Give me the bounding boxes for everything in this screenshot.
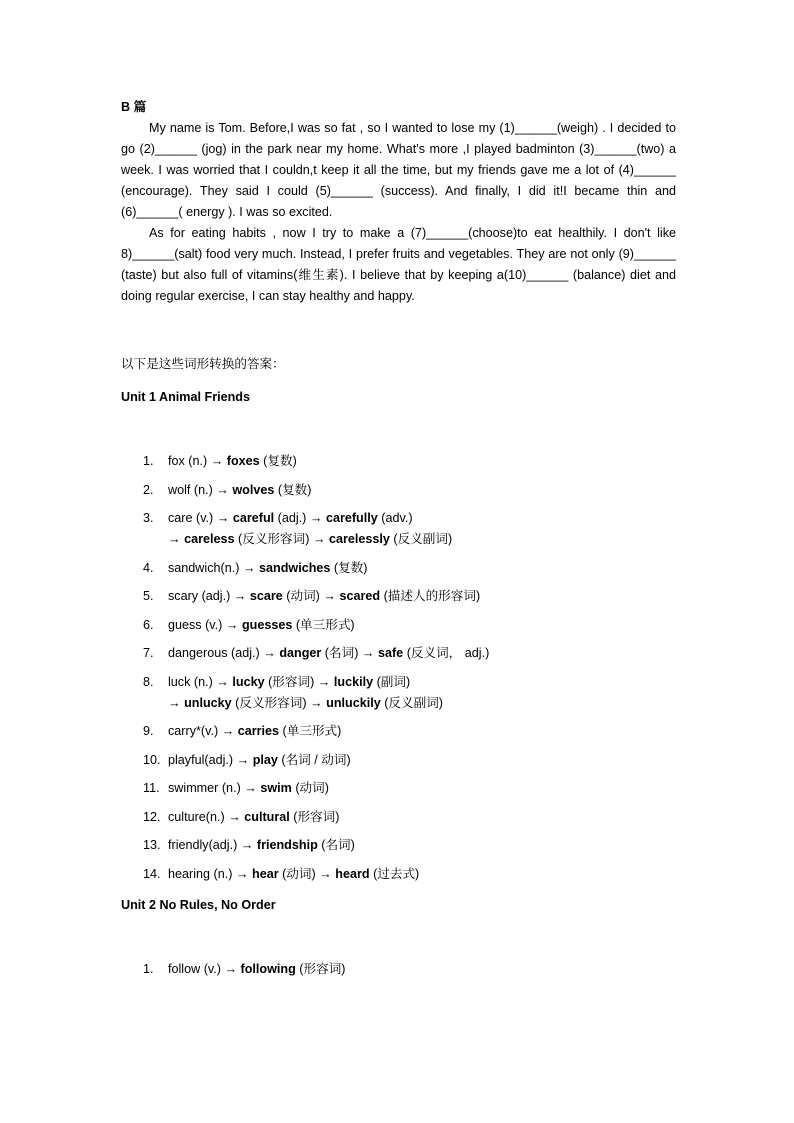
- list-item: [121, 835, 676, 856]
- answer-word: hear: [252, 866, 279, 881]
- answers-intro: 以下是这些词形转换的答案：: [121, 357, 285, 371]
- item-text: sandwich(n.) →: [168, 560, 259, 575]
- list-item: [121, 508, 676, 550]
- item-text: friendly(adj.) →: [168, 838, 257, 852]
- item-text: wolf (n.) →: [168, 482, 233, 497]
- item-text: swimmer (n.) →: [168, 781, 261, 795]
- list-item: [121, 643, 676, 664]
- answer-word: friendship: [256, 838, 318, 852]
- answer-word: play: [252, 752, 278, 767]
- item-line1: [168, 451, 676, 472]
- item-text: dangerous (adj.) →: [168, 646, 280, 660]
- item-text: (复数): [330, 560, 368, 575]
- item-text: care (v.) →: [168, 511, 233, 525]
- item-number: 8.: [143, 674, 154, 689]
- answer-word: following: [240, 961, 296, 976]
- list-item: [121, 750, 676, 771]
- item-line1: [168, 807, 676, 828]
- item-number: 11.: [143, 781, 160, 795]
- item-line1: [168, 586, 676, 607]
- section-heading: B 篇: [121, 100, 147, 114]
- item-text: (复数): [274, 482, 312, 497]
- item-number: 1.: [143, 961, 154, 976]
- answer-word: carefully: [325, 511, 378, 525]
- item-text: (动词): [291, 781, 329, 795]
- unit-1-answer-list: [121, 451, 676, 885]
- item-text: (名词) →: [321, 646, 378, 660]
- list-item: [121, 451, 676, 472]
- answer-word: scared: [339, 589, 381, 603]
- item-text: scary (adj.) →: [168, 589, 250, 603]
- unit-2-answer-list: [121, 959, 676, 980]
- item-line2: [168, 529, 676, 550]
- item-line1: [168, 508, 676, 529]
- item-text: (动词) →: [282, 589, 340, 603]
- unit-1-title: Unit 1 Animal Friends: [121, 390, 250, 404]
- answer-word: careless: [184, 532, 235, 546]
- answer-word: danger: [279, 646, 322, 660]
- item-line1: [168, 959, 676, 980]
- list-item: [121, 721, 676, 742]
- item-text: (名词 / 动词): [277, 752, 351, 767]
- list-item: [121, 864, 676, 885]
- list-item: [121, 959, 676, 980]
- answer-word: heard: [335, 866, 370, 881]
- answer-word: wolves: [232, 482, 275, 497]
- item-text: fox (n.) →: [168, 454, 227, 468]
- item-line1: [168, 835, 676, 856]
- item-text: (反义形容词) →: [231, 695, 327, 710]
- list-item: [121, 558, 676, 579]
- item-text: (形容词): [295, 961, 346, 976]
- answer-word: carries: [237, 724, 280, 738]
- item-text: (adv.): [377, 511, 413, 525]
- item-text: (形容词) →: [264, 674, 334, 689]
- item-text: (副词): [373, 674, 411, 689]
- item-line1: [168, 672, 676, 693]
- item-number: 2.: [143, 482, 154, 497]
- item-number: 9.: [143, 724, 154, 738]
- item-text: (反义副词): [380, 695, 443, 710]
- item-text: →: [168, 695, 185, 710]
- answer-word: lucky: [232, 674, 265, 689]
- item-line1: [168, 558, 676, 579]
- item-number: 10.: [143, 752, 161, 767]
- passage-paragraph-1: My name is Tom. Before,I was so fat , so I wanted to lose my (1)______(weigh) . I decided to go (2)______ (jog) in the park near my home. What's more ,I played badminton (3)______(two) a week. I was worried that I couldn,t keep it all the time, but my friends gave me a lot of (4)______ (encourage). They said I could (5)______ (success). And finally, I did it!I became thin and (6)______( energy ). I was so excited.: [121, 121, 676, 219]
- item-number: 12.: [143, 809, 161, 824]
- item-line1: [168, 480, 676, 501]
- answer-word: luckily: [333, 674, 374, 689]
- item-text: →: [168, 532, 185, 546]
- item-line1: [168, 864, 676, 885]
- item-text: playful(adj.) →: [168, 752, 253, 767]
- item-line1: [168, 778, 676, 799]
- answer-word: unlucky: [184, 695, 232, 710]
- item-text: culture(n.) →: [168, 809, 245, 824]
- item-text: hearing (n.) →: [168, 866, 252, 881]
- item-text: (反义副词): [389, 532, 453, 546]
- item-number: 13.: [143, 838, 161, 852]
- list-item: [121, 480, 676, 501]
- list-item: [121, 778, 676, 799]
- item-text: guess (v.) →: [168, 617, 242, 632]
- item-text: follow (v.) →: [168, 961, 241, 976]
- answer-word: scare: [249, 589, 283, 603]
- answer-word: careful: [232, 511, 275, 525]
- item-line1: [168, 750, 676, 771]
- item-number: 5.: [143, 589, 154, 603]
- item-text: (过去式): [369, 866, 420, 881]
- answer-word: swim: [260, 781, 292, 795]
- item-number: 3.: [143, 511, 154, 525]
- item-text: (反义形容词) →: [234, 532, 329, 546]
- item-number: 7.: [143, 646, 154, 660]
- item-line1: [168, 615, 676, 636]
- item-text: (单三形式): [279, 724, 342, 738]
- item-line2: [168, 693, 676, 714]
- item-number: 14.: [143, 866, 161, 881]
- item-text: (复数): [259, 454, 297, 468]
- answer-word: cultural: [244, 809, 290, 824]
- item-number: 1.: [143, 454, 154, 468]
- document-page: [121, 97, 676, 987]
- unit-2-title: Unit 2 No Rules, No Order: [121, 897, 276, 912]
- item-text: (动词) →: [278, 866, 336, 881]
- list-item: [121, 807, 676, 828]
- item-line1: [168, 643, 676, 664]
- item-text: luck (n.) →: [168, 674, 233, 689]
- answer-word: sandwiches: [259, 560, 331, 575]
- item-text: (描述人的形容词): [380, 589, 481, 603]
- item-text: (形容词): [289, 809, 340, 824]
- item-text: (单三形式): [292, 617, 355, 632]
- item-number: 4.: [143, 560, 154, 575]
- item-text: (反义词， adj.): [403, 646, 490, 660]
- item-text: (adj.) →: [274, 511, 326, 525]
- item-line1: [168, 721, 676, 742]
- item-text: carry*(v.) →: [168, 724, 238, 738]
- answer-word: unluckily: [326, 695, 381, 710]
- item-text: (名词): [317, 838, 355, 852]
- list-item: [121, 615, 676, 636]
- answer-word: guesses: [241, 617, 293, 632]
- passage-paragraph-2: As for eating habits , now I try to make a (7)______(choose)to eat healthily. I don't like 8)______(salt) food very much. Instead, I prefer fruits and vegetables. They are not only (9)______ (taste) but also full of vitamins(维生素). I believe that by keeping a(10)______ (balance) diet and doing regular exercise, I can stay healthy and happy.: [121, 226, 676, 303]
- item-number: 6.: [143, 617, 154, 632]
- answer-word: safe: [377, 646, 404, 660]
- answer-word: carelessly: [328, 532, 390, 546]
- list-item: [121, 586, 676, 607]
- list-item: [121, 672, 676, 714]
- answer-word: foxes: [226, 454, 260, 468]
